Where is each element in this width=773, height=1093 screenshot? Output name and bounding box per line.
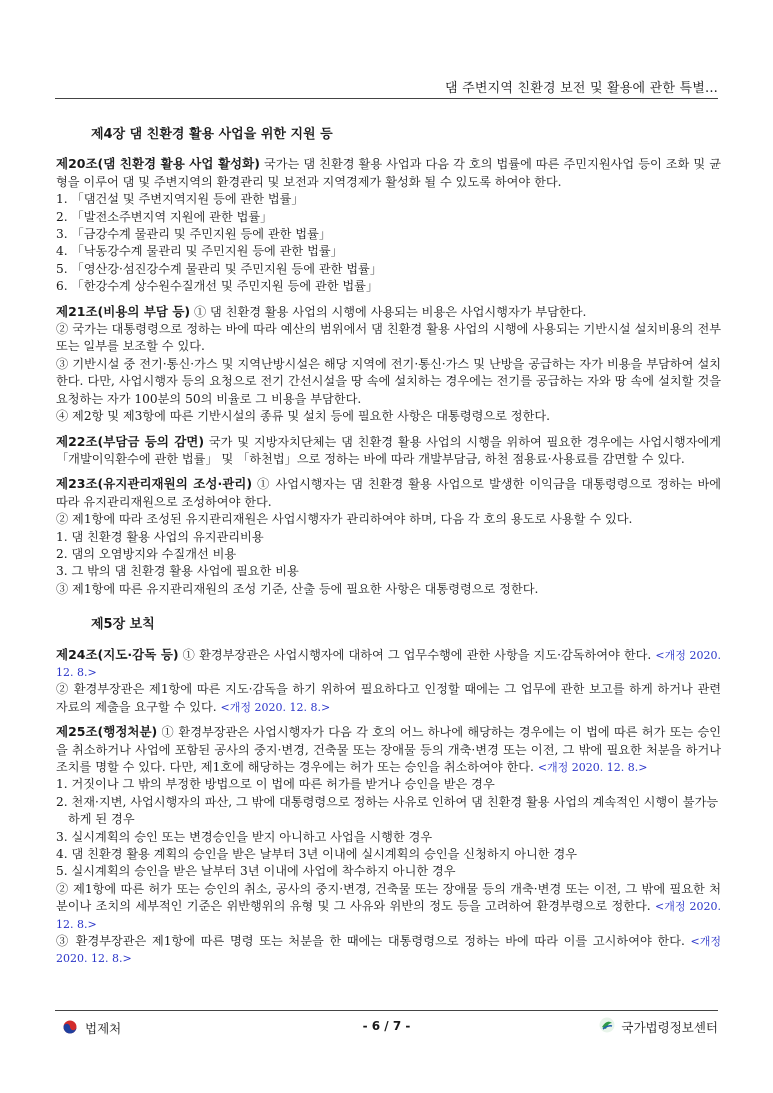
- list-item: 4. 댐 친환경 활용 계획의 승인을 받은 날부터 3년 이내에 실시계획의 승인을 신청하지 아니한 경우: [56, 847, 577, 862]
- footer-center-name: 국가법령정보센터: [621, 1019, 718, 1035]
- article-20-text: 국가는 댐 친환경 활용 사업과 다음 각 호의 법률에 따른 주민지원사업 등이 조화 및 균형을 이루어 댐 및 주변지역의 환경관리 및 보전과 지역경제가 활성화 될 수 있도록 하여야 한다.: [56, 157, 721, 189]
- list-item: 5. 「영산강·섬진강수계 물관리 및 주민지원 등에 관한 법률」: [56, 261, 383, 276]
- article-23: [56, 475, 721, 598]
- article-22-body: [56, 433, 721, 469]
- article-21-para-1: [56, 303, 721, 321]
- list-item: 2. 「발전소주변지역 지원에 관한 법률」: [56, 209, 273, 224]
- article-22-text: 국가 및 지방자치단체는 댐 친환경 활용 사업의 시행을 위하여 필요한 경우에는 사업시행자에게 「개발이익환수에 관한 법률」 및 「하천법」으로 정하는 바에 따라 개발부담금, 하천 점용료·사용료를 감면할 수 있다.: [56, 434, 722, 466]
- article-23-para-1: [56, 475, 721, 511]
- article-25-para-2-text: ② 제1항에 따른 허가 또는 승인의 취소, 공사의 중지·변경, 건축물 또는 장애물 등의 개축·변경 또는 이전, 그 밖에 필요한 처분이나 조치의 세부적인 기준은 위반행위의 유형 및 그 사유와 위반의 정도 등을 고려하여 환경부령으로 정한다.: [56, 881, 721, 914]
- article-24-title: 제24조(지도·감독 등): [56, 646, 179, 662]
- article-25-text: ① 환경부장관은 사업시행자가 다음 각 호의 어느 하나에 해당하는 경우에는 이 법에 따른 허가 또는 승인을 취소하거나 사업에 포함된 공사의 중지·변경, 건축물 또는 장애물 등의 개축·변경 또는 이전, 그 밖에 필요한 처분을 하거나 조치를 명할 수 있다. 다만, 제1호에 해당하는 경우에는 허가 또는 승인을 취소하여야 한다.: [56, 725, 721, 774]
- article-23-para-2: ② 제1항에 따라 조성된 유지관리재원은 사업시행자가 관리하여야 하며, 다음 각 호의 용도로 사용할 수 있다.: [56, 512, 633, 527]
- list-item: 3. 실시계획의 승인 또는 변경승인을 받지 아니하고 사업을 시행한 경우: [56, 829, 433, 844]
- list-item: 3. 「금강수계 물관리 및 주민지원 등에 관한 법률」: [56, 227, 332, 242]
- article-23-title: 제23조(유지관리재원의 조성·관리): [56, 476, 253, 492]
- chapter-5-heading: 제5장 보칙: [91, 617, 155, 633]
- footer-right: [599, 1017, 718, 1036]
- article-22: [56, 433, 721, 469]
- amendment-note: <개정 2020. 12. 8.>: [56, 900, 721, 931]
- article-23-text: ① 사업시행자는 댐 친환경 활용 사업으로 발생한 이익금을 대통령령으로 정하는 바에 따라 유지관리재원으로 조성하여야 한다.: [56, 477, 721, 509]
- article-21-title: 제21조(비용의 부담 등): [56, 303, 191, 319]
- article-24: [56, 646, 721, 717]
- list-item: 5. 실시계획의 승인을 받은 날부터 3년 이내에 사업에 착수하지 아니한 경우: [56, 864, 456, 879]
- footer-agency: 법제처: [85, 1021, 122, 1036]
- list-item: 4. 「낙동강수계 물관리 및 주민지원 등에 관한 법률」: [56, 244, 343, 259]
- amendment-note: <개정 2020. 12. 8.>: [220, 700, 331, 714]
- article-25-para-2: [56, 881, 721, 933]
- article-21-text: ① 댐 친환경 활용 사업의 시행에 사용되는 비용은 사업시행자가 부담한다.: [190, 304, 587, 319]
- page-header: [55, 72, 718, 99]
- page-number: - 6 / 7 -: [362, 1019, 411, 1033]
- article-21-para-3: ③ 기반시설 중 전기·통신·가스 및 지역난방시설은 해당 지역에 전기·통신·가스 및 난방을 공급하는 자가 비용을 부담하여 설치한다. 다만, 사업시행자 등의 요청으로 전기 간선시설을 땅 속에 설치하는 경우에는 전기를 공급하는 자와 땅 속에 설치할 것을 요청하는 자가 100분의 50의 비율로 그 비용을 부담한다.: [56, 356, 721, 406]
- article-20-title: 제20조(댐 친환경 활용 사업 활성화): [56, 156, 260, 172]
- list-item: 2. 천재·지변, 사업시행자의 파산, 그 밖에 대통령령으로 정하는 사유로 인하여 댐 친환경 활용 사업의 계속적인 시행이 불가능하게 된 경우: [56, 794, 719, 827]
- article-22-title: 제22조(부담금 등의 감면): [56, 433, 205, 449]
- article-24-para-2: [56, 681, 721, 716]
- article-21: [56, 303, 721, 426]
- chapter-4-heading: 제4장 댐 친환경 활용 사업을 위한 지원 등: [91, 127, 333, 142]
- article-24-text: ① 환경부장관은 사업시행자에 대하여 그 업무수행에 관한 사항을 지도·감독하여야 한다.: [178, 647, 656, 662]
- law-center-logo-icon: [599, 1017, 615, 1036]
- article-21-para-2: ② 국가는 대통령령으로 정하는 바에 따라 예산의 범위에서 댐 친환경 활용 사업의 시행에 사용되는 기반시설 설치비용의 전부 또는 일부를 보조할 수 있다.: [56, 322, 721, 354]
- document-body: [56, 120, 721, 975]
- header-title: 댐 주변지역 친환경 보전 및 활용에 관한 특별...: [445, 81, 718, 96]
- list-item: 3. 그 밖의 댐 친환경 활용 사업에 필요한 비용: [56, 564, 299, 579]
- amendment-note: <개정 2020. 12. 8.>: [56, 935, 721, 966]
- footer-left: [63, 1019, 121, 1037]
- amendment-note: <개정 2020. 12. 8.>: [56, 648, 721, 679]
- article-23-para-3: ③ 제1항에 따른 유지관리재원의 조성 기준, 산출 등에 필요한 사항은 대통령령으로 정한다.: [56, 581, 539, 596]
- article-25-title: 제25조(행정처분): [56, 724, 158, 740]
- article-25-para-3-text: ③ 환경부장관은 제1항에 따른 명령 또는 처분을 한 때에는 대통령령으로 정하는 바에 따라 이를 고시하여야 한다.: [56, 934, 691, 949]
- article-20-body: [56, 155, 721, 191]
- list-item: 1. 거짓이나 그 밖의 부정한 방법으로 이 법에 따른 허가를 받거나 승인을 받은 경우: [56, 777, 495, 792]
- list-item: 1. 댐 친환경 활용 사업의 유지관리비용: [56, 529, 264, 544]
- list-item: 2. 댐의 오염방지와 수질개선 비용: [56, 546, 237, 561]
- article-25-para-1: [56, 723, 721, 776]
- article-24-para-1: [56, 646, 721, 682]
- article-25: [56, 723, 721, 968]
- page-footer: [55, 1010, 718, 1039]
- article-20: [56, 155, 721, 295]
- article-24-para-2-text: ② 환경부장관은 제1항에 따른 지도·감독을 하기 위하여 필요하다고 인정할 때에는 그 업무에 관한 보고를 하게 하거나 관련 자료의 제출을 요구할 수 있다.: [56, 682, 721, 714]
- taegeuk-emblem-icon: [63, 1020, 77, 1037]
- amendment-note: <개정 2020. 12. 8.>: [537, 761, 648, 774]
- article-25-para-3: [56, 933, 721, 968]
- list-item: 1. 「댐건설 및 주변지역지원 등에 관한 법률」: [56, 192, 304, 207]
- list-item: 6. 「한강수계 상수원수질개선 및 주민지원 등에 관한 법률」: [56, 279, 379, 294]
- article-21-para-4: ④ 제2항 및 제3항에 따른 기반시설의 종류 및 설치 등에 필요한 사항은 대통령령으로 정한다.: [56, 409, 550, 424]
